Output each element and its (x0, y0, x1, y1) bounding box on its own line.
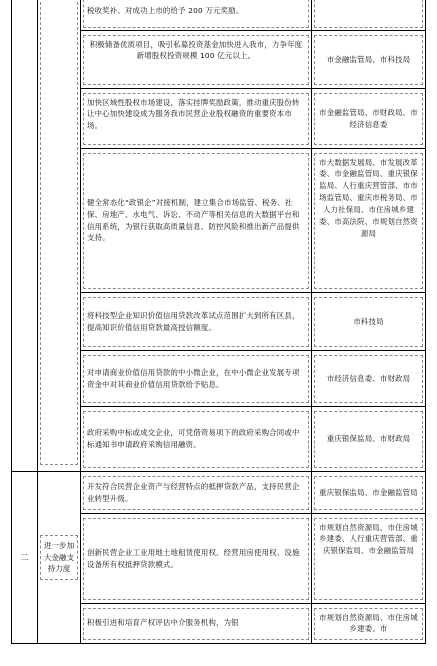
measure-cell (81, 293, 312, 351)
department-text: 市规划自然资源局、市住房城乡建委、市 (319, 612, 418, 634)
measure-text: 政府采购中标或成交企业，可凭借资易项下的政府采购合同或中标通知书申请政府采购信用融资。 (87, 428, 300, 449)
department-cell (312, 293, 426, 351)
table-row (12, 472, 426, 514)
measure-text: 将科技型企业知识价值信用贷款改革试点范围扩大到所有区县，提高知识价值信用贷款最高授信额度。 (87, 310, 300, 332)
department-text: 市金融监管局、市科技局 (326, 54, 411, 64)
department-cell (312, 514, 426, 604)
measure-text: 开发符合民营企业资产与经营特点的抵押贷款产品，支持民营企业转型升级。 (87, 481, 300, 503)
table-row (12, 0, 426, 31)
section-category-cell (38, 472, 81, 644)
department-cell (312, 472, 426, 514)
department-text: 市大数据发展局、市发展改革委、市金融监管局、重庆银保监局、人行重庆营管部、市市场监管局、重庆市税务局、市人力社保局、市住房城乡建委、市高法院、市规划自然资源局 (319, 157, 418, 239)
measure-cell (81, 31, 312, 89)
section-number-cell (12, 0, 38, 472)
department-cell (312, 604, 426, 644)
measure-text: 健全常态化“政银企”对接机制，建立集合市场监管、税务、社保、房地产、水电气、诉讼、不动产等相关信息的大数据平台和信用系统，为银行获取高质量信息、防控风险和推出新产品提供支持。 (87, 197, 300, 243)
measure-cell (81, 351, 312, 407)
measure-text: 税收奖补、对成功上市的给予 200 万元奖励。 (87, 5, 244, 15)
department-text: 市金融监管局、市财政局、市经济信息委 (319, 107, 418, 129)
measure-text: 加快区域性股权市场建设，落实挂牌奖励政策，推动重庆股份转让中心加快建设成为服务我市民营企业股权融资的重要资本市场。 (87, 97, 300, 131)
department-cell (312, 0, 426, 31)
measure-cell (81, 514, 312, 604)
policy-table (11, 0, 426, 644)
department-cell (312, 31, 426, 89)
measure-cell (81, 472, 312, 514)
measure-cell (81, 149, 312, 293)
measure-cell (81, 604, 312, 644)
department-cell (312, 407, 426, 472)
measure-cell (81, 89, 312, 149)
measure-cell (81, 0, 312, 31)
department-text: 重庆银保监局、市财政局 (326, 434, 411, 443)
measure-text: 积极储备优质项目，吸引私募投资基金加快进入我市，力争年度新增股权投资规模 100 亿元以上。 (89, 39, 303, 61)
department-text: 市经济信息委、市财政局 (326, 373, 411, 383)
section-number-cell (12, 472, 38, 644)
department-cell (312, 89, 426, 149)
section-number: 二 (20, 553, 29, 562)
section-category-text: 进一步加大金融支持力度 (43, 540, 75, 574)
department-text: 市科技局 (353, 316, 384, 326)
department-cell (312, 351, 426, 407)
department-text: 市规划自然资源局、市住房城乡建委、人行重庆营管部、重庆银保监局、市金融监管局 (319, 522, 418, 556)
section-category-cell (38, 0, 81, 472)
section-category (40, 535, 78, 580)
department-text: 重庆银保监局、市金融监管局 (319, 487, 418, 497)
department-cell (312, 149, 426, 293)
measure-text: 创新民营企业工业用地土地租赁使用权、经营用房使用权、设施设备所有权抵押贷款模式。 (87, 547, 300, 569)
measure-text: 对申请商业价值信用贷款的中小微企业，在中小微企业发展专项资金中对其商业价值信用贷款给予贴息。 (87, 367, 300, 389)
measure-cell (81, 407, 312, 472)
measure-text: 积极引进和培育产权评估中介服务机构，为银 (87, 617, 239, 627)
